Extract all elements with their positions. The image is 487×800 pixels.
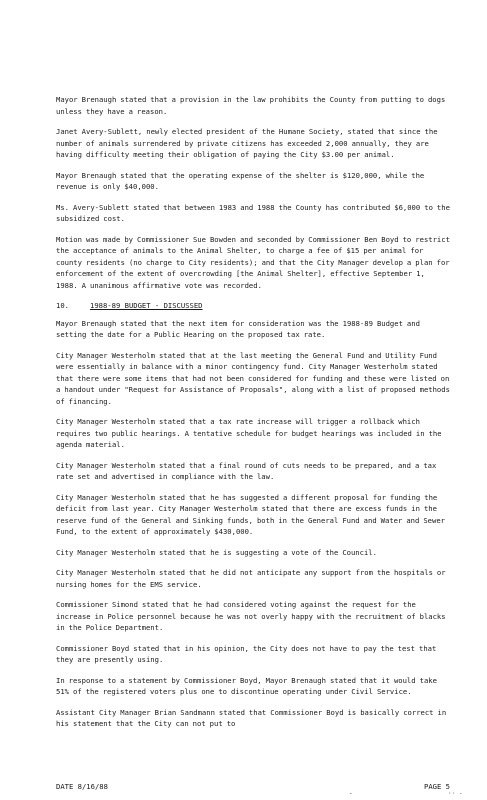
- section-title: 1988-89 BUDGET - DISCUSSED: [90, 301, 203, 310]
- section-number: 10.: [56, 301, 69, 310]
- document-body: [56, 94, 450, 735]
- footer-date: DATE 8/16/88: [56, 782, 108, 791]
- section-paragraph-9: Commissioner Boyd stated that in his opinion, the City does not have to pay the test that they are presently using.: [56, 643, 437, 664]
- paragraph-2: Janet Avery-Sublett, newly elected president of the Humane Society, stated that since the number of animals surrendered by private citizens has exceeded 2,000 annually, they are having difficulty meeting their obligation of paying the City $3.00 per animal.: [56, 127, 438, 159]
- footer-page-number: PAGE 5: [424, 782, 450, 791]
- paragraph-3: Mayor Brenaugh stated that the operating expense of the shelter is $120,000, while the revenue is only $40,000.: [56, 170, 425, 191]
- section-paragraph-5: City Manager Westerholm stated that he has suggested a different proposal for funding the deficit from last year. City Manager Westerholm stated that there are excess funds in the reserve fund of the General and Sinking funds, both in the General Fund and Water and Sewer Fund, to the extent of approximately $430,000.: [56, 492, 445, 536]
- paragraph-1: Mayor Brenaugh stated that a provision in the law prohibits the County from putting to dogs unless they have a reason.: [56, 95, 446, 116]
- section-paragraph-10: In response to a statement by Commissioner Boyd, Mayor Brenaugh stated that it would take 51% of the registered voters plus one to discontinue operating under Civil Service.: [56, 675, 437, 696]
- section-paragraph-8: Commissioner Simond stated that he had considered voting against the request for the increase in Police personnel because he was not overly happy with the recruitment of blacks in the Police Department.: [56, 600, 446, 632]
- section-paragraph-3: City Manager Westerholm stated that a tax rate increase will trigger a rollback which requires two public hearings. A tentative schedule for budget hearings was included in the agenda material.: [56, 417, 442, 449]
- section-paragraph-4: City Manager Westerholm stated that a final round of cuts needs to be prepared, and a tax rate set and advertised in compliance with the law.: [56, 460, 437, 481]
- corner-mark-left: -: [349, 790, 353, 797]
- section-paragraph-1: Mayor Brenaugh stated that the next item for consideration was the 1988-89 Budget and setting the date for a Public Hearing on the proposed tax rate.: [56, 318, 420, 339]
- section-paragraph-2: City Manager Westerholm stated that at the last meeting the General Fund and Utility Fund were essentially in balance with a minor contingency fund. City Manager Westerholm stated that there were some items that had not been considered for funding and these were listed on a handout under "Request for Assistance of Proposals", along with a list of proposed methods of financing.: [56, 350, 450, 406]
- paragraph-5: Motion was made by Commissioner Sue Bowden and seconded by Commissioner Ben Boyd to restrict the acceptance of animals to the Animal Shelter, to charge a fee of $15 per animal for county residents (no charge to City residents); and that the City Manager develop a plan for enforcement of the extent of overcrowding [the Animal Shelter], effective September 1, 1988. A unanimous affirmative vote was recorded.: [56, 234, 450, 290]
- section-heading: [56, 300, 450, 312]
- paragraph-4: Ms. Avery-Sublett stated that between 1983 and 1988 the County has contributed $6,000 to the subsidized cost.: [56, 202, 450, 223]
- section-paragraph-7: City Manager Westerholm stated that he did not anticipate any support from the hospitals or nursing homes for the EMS service.: [56, 568, 446, 589]
- page-footer: [56, 782, 450, 791]
- corner-mark-right: ·· -: [448, 790, 463, 797]
- section-paragraph-6: City Manager Westerholm stated that he is suggesting a vote of the Council.: [56, 547, 377, 557]
- section-paragraph-11: Assistant City Manager Brian Sandmann stated that Commissioner Boyd is basically correct in his statement that the City can not put to: [56, 707, 447, 728]
